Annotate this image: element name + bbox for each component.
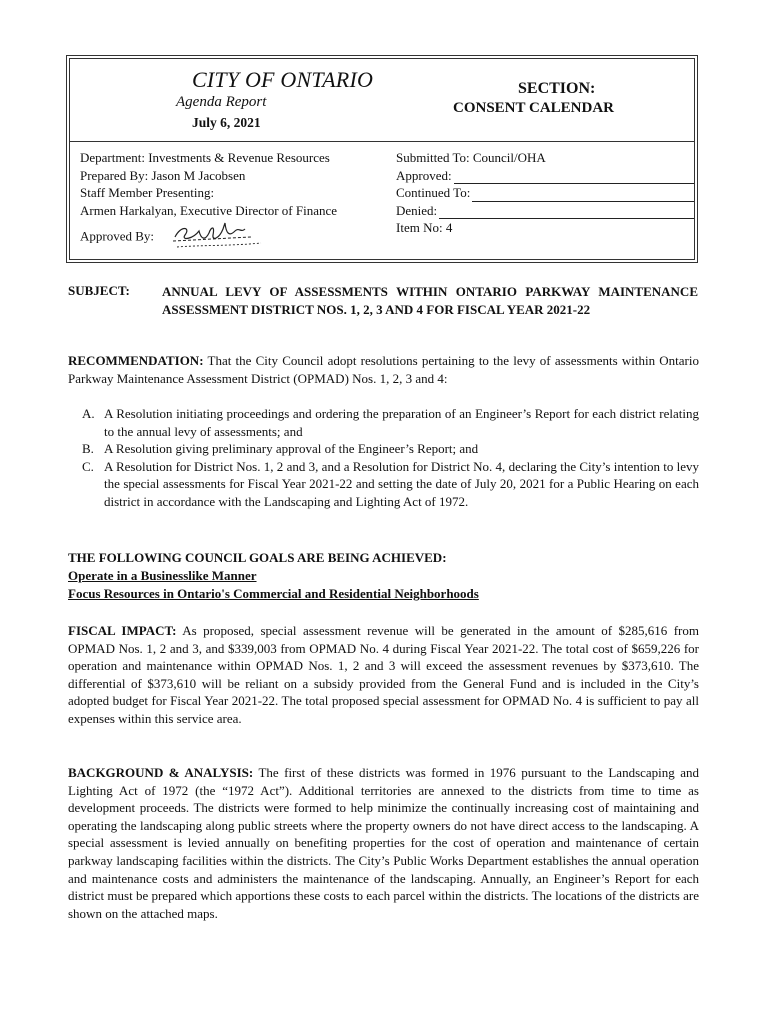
section-value: CONSENT CALENDAR bbox=[453, 100, 615, 116]
report-type: Agenda Report bbox=[176, 94, 267, 110]
background-text: The first of these districts was formed in 1976 pursuant to the Landscaping and Lighting Act of 1972 (the “1972 Act”). Additional territories are annexed to the districts from time to time as development proceeds. The districts were formed to help minimize the continually increasing cost of maintaining and operating the landscaping along public streets where the property owners do not have direct access to the landscaping. A special assessment is levied annually on benefiting properties for the cost of operation and maintenance of certain parkway landscaping facilities within the districts. The City’s Public Works Department establishes the annual operation and maintenance costs and administers the maintenance of the landscaping. Annually, an Engineer’s Report for each district must be prepared which apportions these costs to each parcel within the districts. The locations of the districts are shown on the attached maps. bbox=[68, 765, 699, 921]
department: Department: Investments & Revenue Resources bbox=[80, 150, 330, 165]
list-item bbox=[82, 440, 699, 458]
subject-label: SUBJECT: bbox=[68, 283, 130, 298]
staff-name: Armen Harkalyan, Executive Director of Finance bbox=[80, 202, 338, 218]
goals-heading: THE FOLLOWING COUNCIL GOALS ARE BEING ACHIEVED: bbox=[68, 550, 447, 565]
city-title: CITY OF ONTARIO bbox=[192, 67, 374, 92]
list-letter: C. bbox=[82, 458, 94, 474]
list-letter: B. bbox=[82, 441, 94, 457]
approved-label: Approved: bbox=[396, 167, 452, 183]
fiscal-impact-label: FISCAL IMPACT: bbox=[68, 623, 177, 638]
goal-item: Operate in a Businesslike Manner bbox=[68, 568, 257, 583]
subject-text: ANNUAL LEVY OF ASSESSMENTS WITHIN ONTARIO PARKWAY MAINTENANCE ASSESSMENT DISTRICT NOS. 1, 2, 3 AND 4 FOR FISCAL YEAR 2021-22 bbox=[162, 284, 698, 317]
fiscal-impact-text: As proposed, special assessment revenue will be generated in the amount of $285,616 from OPMAD Nos. 1, 2 and 3, and $339,003 from OPMAD No. 4 during Fiscal Year 2021-22. The total cost of $659,226 for operation and maintenance within OPMAD Nos. 1, 2 and 3 will exceed the assessment revenues by $373,610. The differential of $373,610 will be reliant on a subsidy provided from the General Fund and is included in the City’s adopted budget for Fiscal Year 2021-22. The total proposed special assessment for OPMAD No. 4 is sufficient to pay all expenses within this service area. bbox=[68, 623, 699, 726]
list-letter: A. bbox=[82, 406, 95, 421]
approved-line bbox=[454, 172, 694, 184]
recommendation-list bbox=[82, 405, 699, 511]
header-divider bbox=[70, 141, 694, 142]
recommendation-paragraph bbox=[68, 352, 699, 387]
continued-label: Continued To: bbox=[396, 185, 471, 201]
denied-row bbox=[396, 202, 694, 220]
fiscal-impact-paragraph bbox=[68, 622, 699, 728]
continued-row bbox=[396, 184, 694, 202]
list-text: A Resolution for District Nos. 1, 2 and 3, and a Resolution for District No. 4, declaring the City’s intention to levy the special assessments for Fiscal Year 2021-22 and setting the date of July 20, 2021 for a Public Hearing on each district in accordance with the Landscaping and Lighting Act of 1972. bbox=[104, 458, 699, 509]
list-item bbox=[82, 458, 699, 511]
report-date: July 6, 2021 bbox=[192, 115, 261, 130]
denied-line bbox=[439, 207, 694, 219]
goal-item: Focus Resources in Ontario's Commercial and Residential Neighborhoods bbox=[68, 586, 479, 601]
list-text: A Resolution giving preliminary approval of the Engineer’s Report; and bbox=[104, 441, 479, 457]
section-label: SECTION: bbox=[518, 80, 596, 97]
recommendation-text: That the City Council adopt resolutions pertaining to the levy of assessments within Ontario Parkway Maintenance Assessment District (OPMAD) Nos. 1, 2, 3 and 4: bbox=[68, 353, 699, 386]
header-inner-border bbox=[69, 58, 695, 260]
recommendation-label: RECOMMENDATION: bbox=[68, 353, 204, 368]
header-box bbox=[66, 55, 698, 263]
staff-presenting: Staff Member Presenting: bbox=[80, 185, 215, 201]
continued-line bbox=[472, 190, 694, 202]
signature-icon bbox=[171, 219, 263, 256]
list-text: A Resolution initiating proceedings and ordering the preparation of an Engineer’s Report for each district relating to the annual levy of assessments; and bbox=[104, 406, 699, 439]
background-paragraph bbox=[68, 764, 699, 922]
approved-by-label: Approved By: bbox=[80, 228, 155, 244]
info-right bbox=[396, 149, 694, 237]
submitted-to: Submitted To: Council/OHA bbox=[396, 150, 546, 165]
item-no: Item No: 4 bbox=[396, 220, 453, 236]
info-left bbox=[80, 149, 337, 256]
prepared-by: Prepared By: Jason M Jacobsen bbox=[80, 167, 246, 183]
approved-by-row bbox=[80, 219, 337, 256]
approved-row bbox=[396, 167, 694, 185]
background-label: BACKGROUND & ANALYSIS: bbox=[68, 765, 254, 780]
denied-label: Denied: bbox=[396, 202, 438, 218]
list-item bbox=[82, 405, 699, 440]
